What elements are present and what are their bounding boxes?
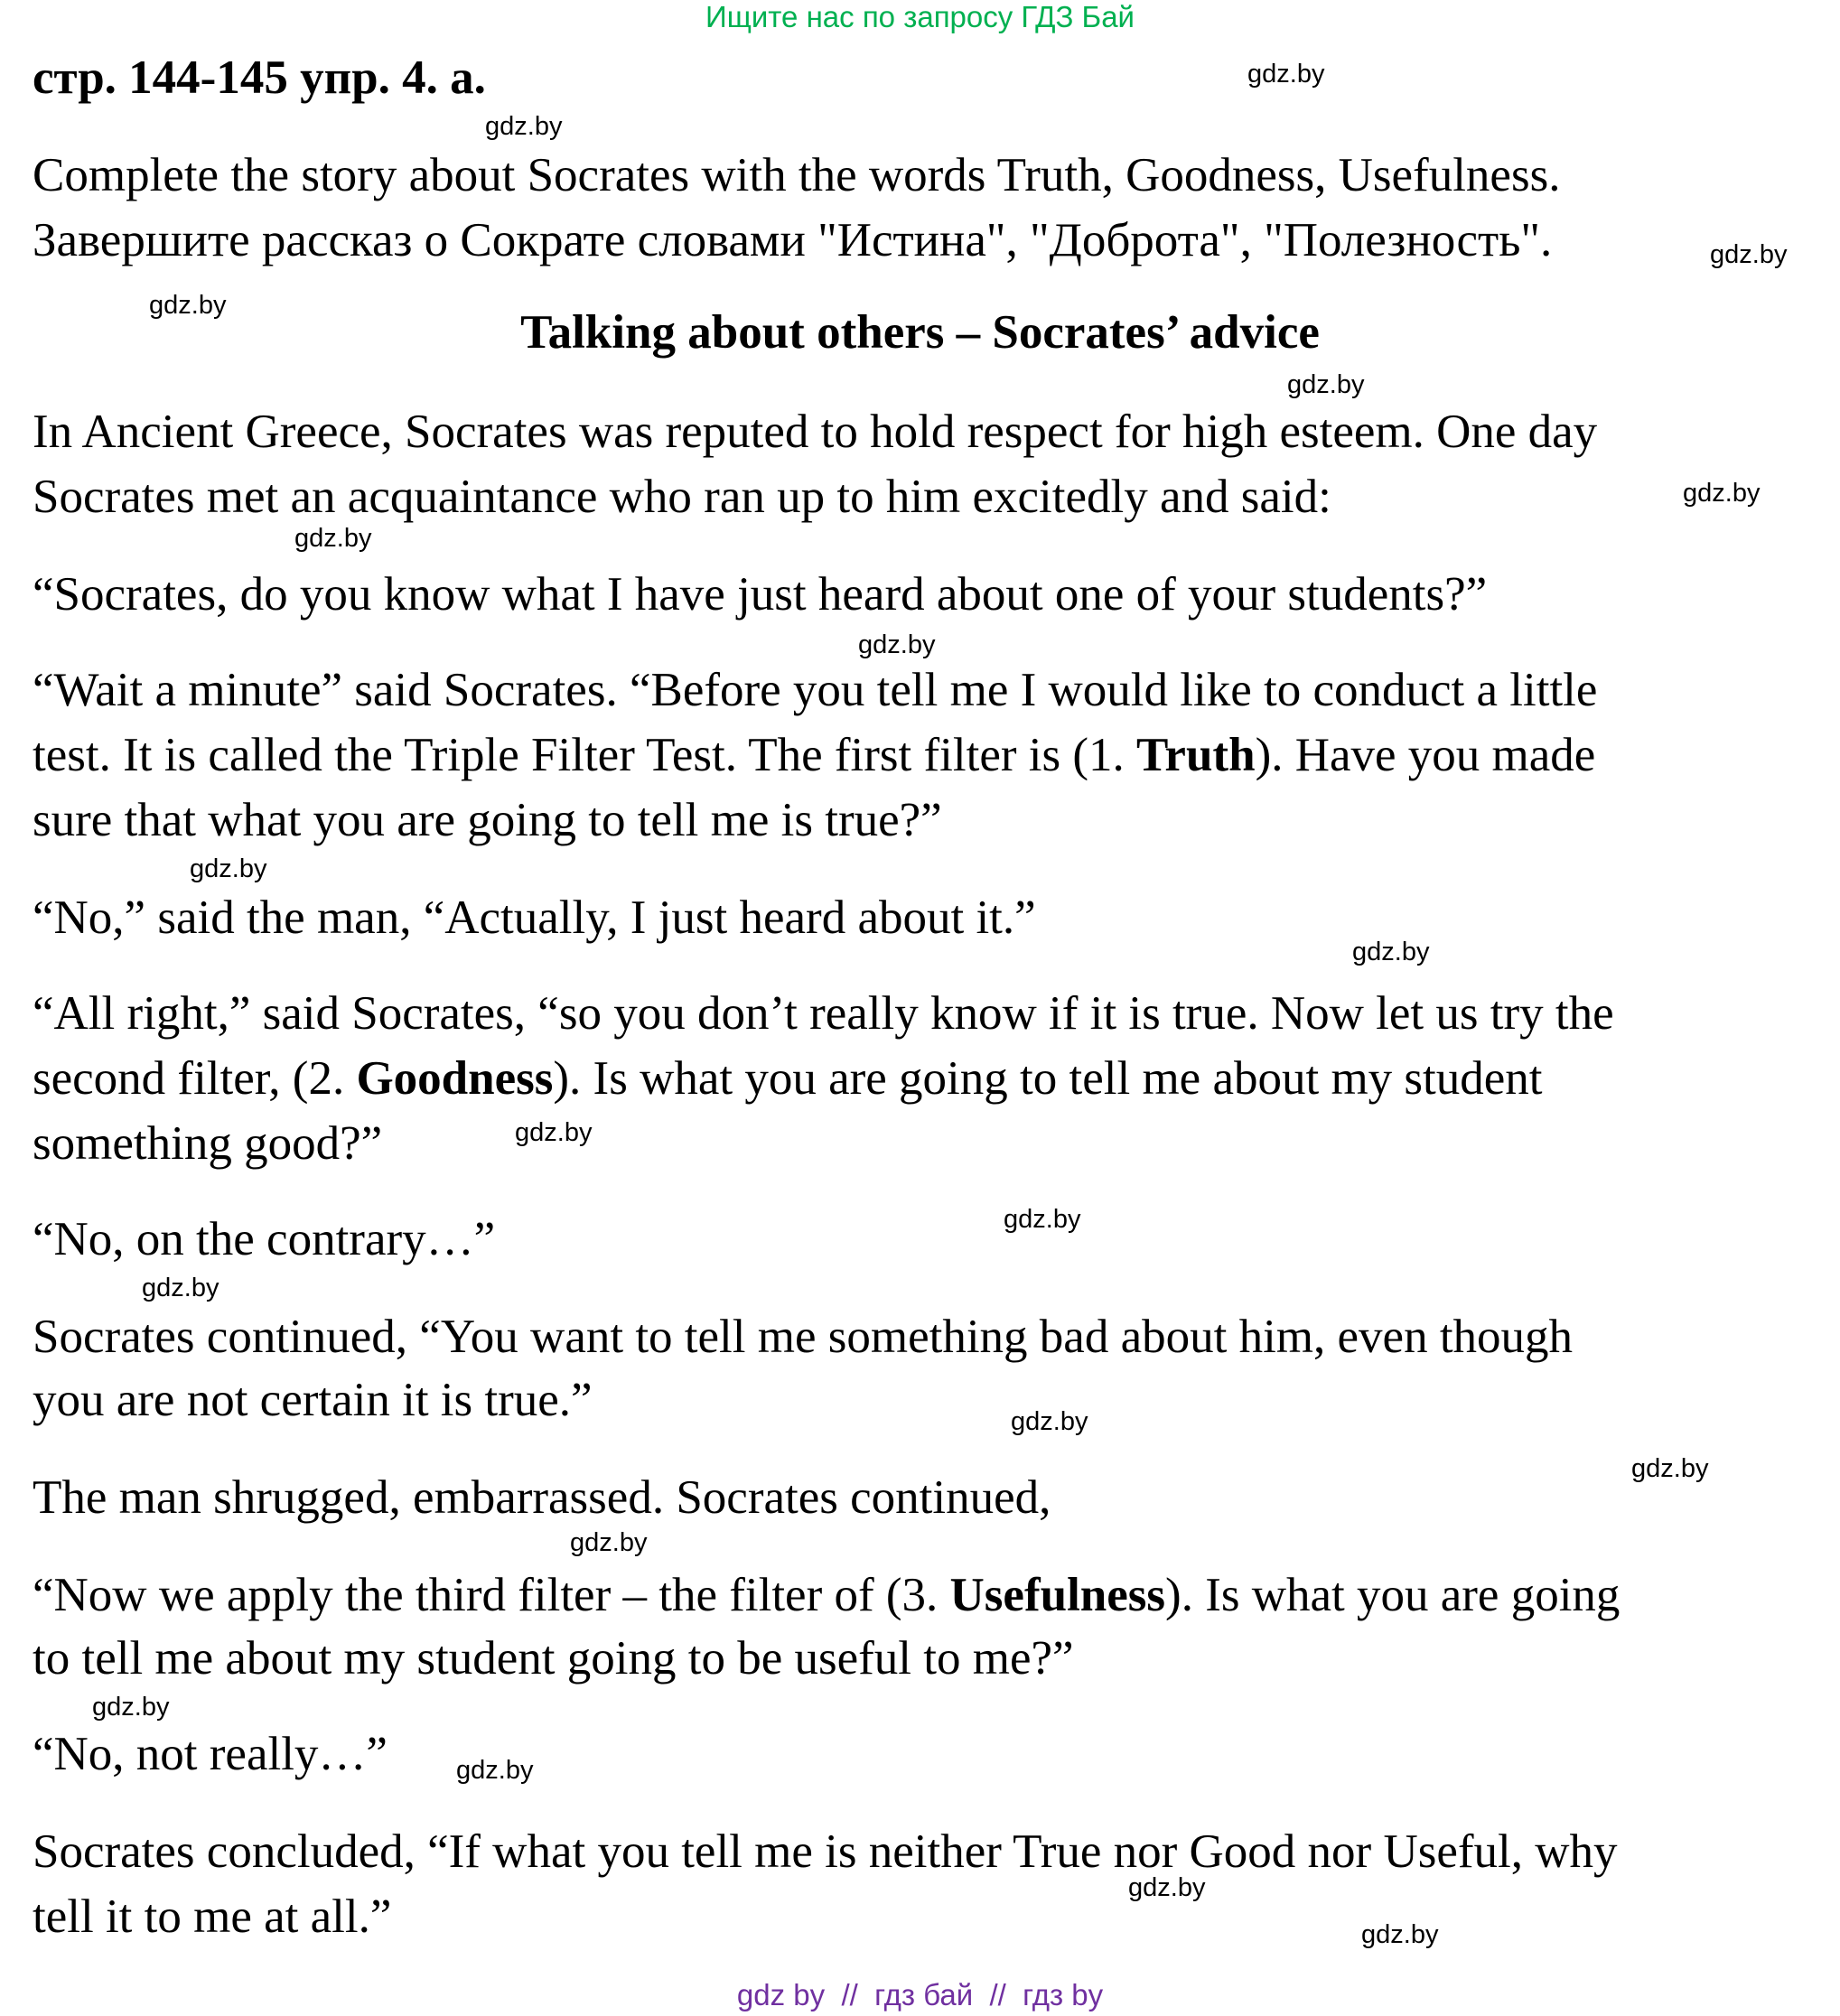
watermark: gdz.by (294, 524, 372, 553)
watermark: gdz.by (1631, 1454, 1709, 1483)
watermark: gdz.by (1011, 1407, 1088, 1436)
watermark: gdz.by (515, 1118, 593, 1147)
story-line (33, 1052, 1543, 1105)
text-segment: second filter, (2. (33, 1052, 357, 1105)
story-line: Socrates concluded, “If what you tell me is neither True nor Good nor Useful, why (33, 1825, 1618, 1878)
watermark: gdz.by (1247, 60, 1325, 89)
answer-goodness: Goodness (356, 1052, 554, 1105)
story-line: “All right,” said Socrates, “so you don’t really know if it is true. Now let us try the (33, 987, 1614, 1040)
answer-truth: Truth (1136, 729, 1256, 781)
story-line (33, 1569, 1621, 1621)
story-line: Socrates met an acquaintance who ran up to him excitedly and said: (33, 471, 1331, 523)
story-line: “No, on the contrary…” (33, 1213, 496, 1265)
story-line: The man shrugged, embarrassed. Socrates continued, (33, 1471, 1051, 1524)
top-banner: Ищите нас по запросу ГДЗ Бай (705, 0, 1135, 33)
story-line (33, 729, 1596, 781)
watermark: gdz.by (456, 1756, 534, 1785)
text-segment: ). Is what you are going (1165, 1569, 1621, 1621)
instruction-russian: Завершите рассказ о Сократе словами "Истина", "Доброта", "Полезность". (33, 214, 1553, 266)
watermark: gdz.by (1128, 1873, 1206, 1902)
watermark: gdz.by (570, 1528, 648, 1557)
story-line: “No, not really…” (33, 1728, 388, 1780)
story-line: you are not certain it is true.” (33, 1374, 593, 1426)
watermark: gdz.by (1287, 370, 1365, 399)
watermark: gdz.by (485, 112, 563, 141)
story-line: “Wait a minute” said Socrates. “Before you tell me I would like to conduct a little (33, 664, 1598, 716)
exercise-heading: стр. 144-145 упр. 4. а. (33, 51, 486, 104)
text-segment: “Now we apply the third filter – the filter of (3. (33, 1569, 950, 1621)
answer-usefulness: Usefulness (949, 1569, 1166, 1621)
story-line: “No,” said the man, “Actually, I just heard about it.” (33, 891, 1036, 944)
story-line: tell it to me at all.” (33, 1890, 392, 1943)
watermark: gdz.by (1361, 1920, 1439, 1949)
instruction-english: Complete the story about Socrates with the words Truth, Goodness, Usefulness. (33, 149, 1561, 201)
text-segment: ). Is what you are going to tell me about my student (553, 1052, 1543, 1105)
story-line: In Ancient Greece, Socrates was reputed to hold respect for high esteem. One day (33, 406, 1598, 458)
story-line: to tell me about my student going to be useful to me?” (33, 1632, 1074, 1685)
story-line: “Socrates, do you know what I have just heard about one of your students?” (33, 568, 1488, 621)
story-title: Talking about others – Socrates’ advice (520, 306, 1320, 359)
text-segment: test. It is called the Triple Filter Test. The first filter is (1. (33, 729, 1137, 781)
watermark: gdz.by (858, 630, 936, 659)
story-line: something good?” (33, 1117, 383, 1170)
watermark: gdz.by (149, 291, 227, 320)
watermark: gdz.by (142, 1274, 219, 1302)
watermark: gdz.by (1352, 938, 1430, 966)
text-segment: ). Have you made (1255, 729, 1596, 781)
story-line: sure that what you are going to tell me is true?” (33, 794, 942, 846)
watermark: gdz.by (190, 854, 267, 883)
footer-links: gdz by // гдз бай // гдз by (736, 1978, 1104, 2011)
watermark: gdz.by (92, 1693, 170, 1722)
watermark: gdz.by (1004, 1205, 1081, 1234)
watermark: gdz.by (1710, 240, 1788, 269)
watermark: gdz.by (1683, 479, 1761, 508)
story-line: Socrates continued, “You want to tell me something bad about him, even though (33, 1311, 1574, 1363)
